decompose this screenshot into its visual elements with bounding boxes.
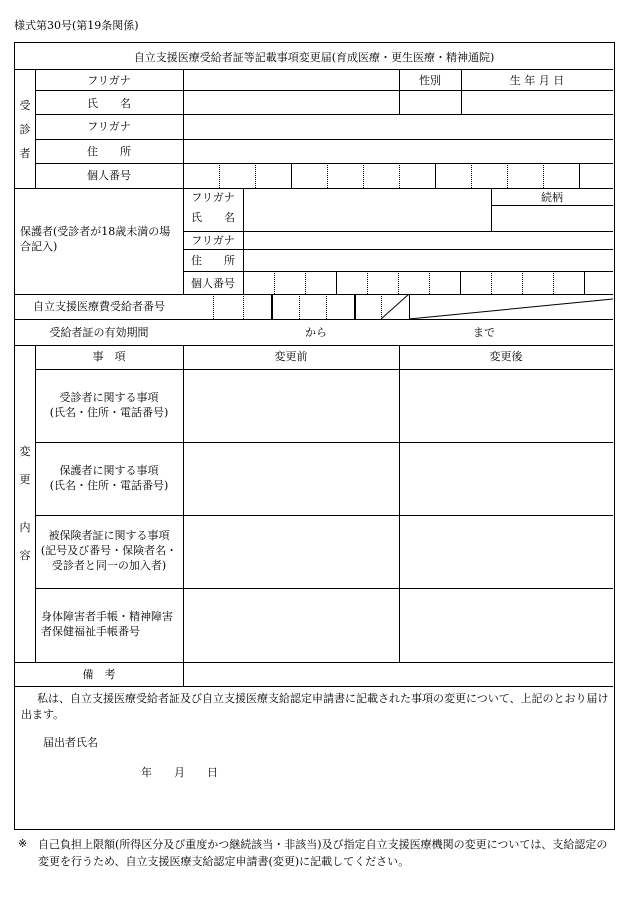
patient-furigana2-label: フリガナ — [87, 120, 131, 133]
changes-after-header: 変更後 — [489, 350, 523, 363]
patient-group-char-1: 受 — [19, 99, 31, 112]
guardian-name-label: 氏 名 — [191, 211, 235, 224]
date-label: 年 月 日 — [141, 766, 218, 779]
changes-row-guardian: 保護者に関する事項 (氏名・住所・電話番号) — [49, 464, 169, 492]
guardian-furigana-label: フリガナ — [191, 191, 235, 204]
guardian-mynumber-label: 個人番号 — [191, 277, 235, 290]
patient-furigana-label: フリガナ — [87, 74, 131, 87]
guardian-furigana2-label: フリガナ — [191, 234, 235, 247]
changes-before-header: 変更前 — [274, 350, 308, 363]
recipient-number-label: 自立支援医療費受給者番号 — [33, 300, 165, 313]
patient-mynumber-label: 個人番号 — [87, 169, 131, 182]
applicant-name-label: 届出者氏名 — [43, 736, 98, 749]
patient-group-char-3: 者 — [19, 147, 31, 160]
guardian-address-label: 住 所 — [191, 254, 235, 267]
changes-group-char-4: 容 — [19, 549, 31, 562]
change-notification-form — [14, 42, 615, 830]
patient-address-label: 住 所 — [87, 145, 131, 158]
changes-item-header: 事 項 — [92, 350, 126, 363]
patient-sex-label: 性別 — [419, 74, 441, 87]
changes-row-handbook: 身体障害者手帳・精神障害 者保健福祉手帳番号 — [41, 610, 173, 638]
guardian-relation-label: 続柄 — [541, 191, 563, 204]
form-number: 様式第30号(第19条関係) — [14, 19, 139, 32]
changes-group-char-2: 更 — [19, 473, 31, 486]
changes-row-insurance: 被保険者証に関する事項 (記号及び番号・保険者名・ 受診者と同一の加入者) — [40, 529, 178, 572]
patient-birth-label: 生 年 月 日 — [509, 74, 565, 87]
validity-to: まで — [473, 326, 495, 339]
patient-group-char-2: 診 — [19, 123, 31, 136]
remarks-label: 備 考 — [82, 668, 116, 681]
changes-group-char-1: 変 — [19, 445, 31, 458]
changes-group-char-3: 内 — [19, 521, 31, 534]
note-text: 自己負担上限額(所得区分及び重度かつ継続該当・非該当)及び指定自立支援医療機関の変更については、支給認定の変更を行うため、自立支援医療支給認定申請書(変更)に記載してください。 — [38, 838, 608, 868]
note-mark: ※ — [18, 837, 28, 850]
validity-from: から — [305, 326, 327, 339]
changes-row-patient: 受診者に関する事項 (氏名・住所・電話番号) — [49, 391, 169, 419]
guardian-label: 保護者(受診者が18歳未満の場合記入) — [20, 225, 171, 253]
patient-name-label: 氏 名 — [87, 97, 131, 110]
form-title: 自立支援医療受給者証等記載事項変更届(育成医療・更生医療・精神通院) — [133, 51, 495, 64]
validity-label: 受給者証の有効期間 — [49, 326, 149, 339]
declaration-text: 私は、自立支援医療受給者証及び自立支援医療支給認定申請書に記載された事項の変更について、上記のとおり届け出ます。 — [21, 692, 609, 721]
recipient-number-diagonal — [381, 294, 614, 320]
